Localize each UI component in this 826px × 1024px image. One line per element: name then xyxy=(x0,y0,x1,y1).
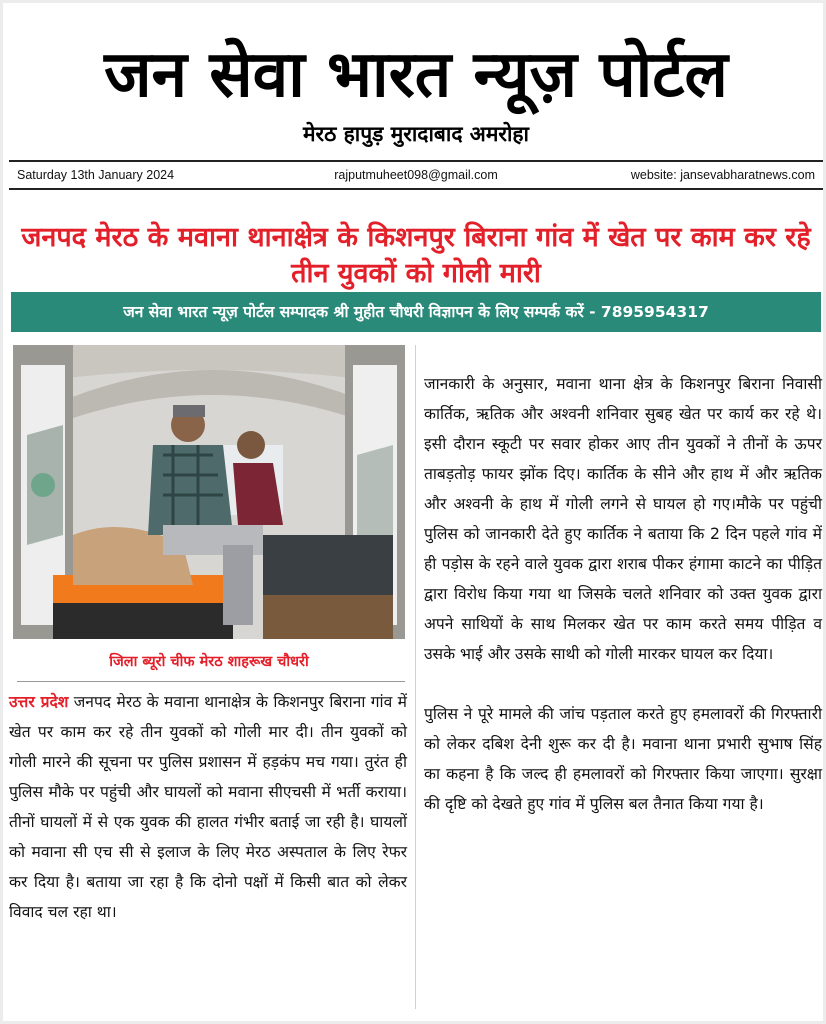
masthead-subtitle: मेरठ हापुड़ मुरादाबाद अमरोहा xyxy=(302,122,529,146)
location-tag: उत्तर प्रदेश xyxy=(9,693,69,711)
headline: जनपद मेरठ के मवाना थानाक्षेत्र के किशनपुर बिराना गांव में खेत पर काम कर रहे तीन युवकों को गोली मारी xyxy=(21,222,811,289)
lead-body: जनपद मेरठ के मवाना थानाक्षेत्र के किशनपुर बिराना गांव में खेत पर काम कर रहे तीन युवकों को गोली मार दी। तीन युवकों को गोली मारने की सूचना पर पुलिस प्रशासन में हड़कंप मच गया। तुरंत ही पुलिस मौके पर पहुंची और घायलों को मवाना सीएचसी में भर्ती कराया। तीनों घायलों में से एक युवक की हालत गंभीर बताई जा रही है। घायलों को मवाना सी एच सी से इलाज के लिए मेरठ अस्पताल के लिए रेफर कर दिया है। बताया जा रहा है कि दोनो पक्षों में किसी बात को लेकर विवाद चल रहा था। xyxy=(9,693,407,921)
article-lead-paragraph xyxy=(9,687,407,927)
masthead-title: जन सेवा भारत न्यूज़ पोर्टल xyxy=(104,38,728,112)
editor-banner: जन सेवा भारत न्यूज़ पोर्टल सम्पादक श्री मुहीत चौधरी विज्ञापन के लिए सम्पर्क करें - 7895954317 xyxy=(11,292,821,332)
caption-rule xyxy=(17,681,405,682)
news-photo xyxy=(13,345,405,639)
issue-date: Saturday 13th January 2024 xyxy=(17,168,175,182)
bottom-rule xyxy=(9,188,823,190)
website-link: website: jansevabharatnews.com xyxy=(630,168,815,182)
photo-caption: जिला ब्यूरो चीफ मेरठ शाहरूख चौधरी xyxy=(109,654,309,670)
top-rule xyxy=(9,160,823,162)
article-paragraph-2: पुलिस ने पूरे मामले की जांच पड़ताल करते हुए हमलावरों की गिरफ्तारी को लेकर दबिश देनी शुरू कर दी है। मवाना थाना प्रभारी सुभाष सिंह का कहना है कि जल्द ही हमलावरों को गिरफ्तार किया जाएगा। सुरक्षा की दृष्टि को देखते हुए गांव में पुलिस बल तैनात किया गया है। xyxy=(424,705,822,813)
column-divider xyxy=(415,345,416,1009)
ambulance-interior-photo xyxy=(13,345,405,639)
contact-email: rajputmuheet098@gmail.com xyxy=(334,168,498,182)
article-right-column xyxy=(424,369,822,819)
info-bar xyxy=(17,163,815,187)
article-left-column xyxy=(9,687,407,927)
article-paragraph-1: जानकारी के अनुसार, मवाना थाना क्षेत्र के किशनपुर बिराना निवासी कार्तिक, ऋतिक और अश्वनी शनिवार सुबह खेत पर कार्य कर रहे थे। इसी दौरान स्कूटी पर सवार होकर आए तीन युवकों ने तीनों के ऊपर ताबड़तोड़ फायर झोंक दिए। कार्तिक के सीने और हाथ में और ऋतिक और अश्वनी के हाथ में गोली लगने से घायल हो गए।मौके पर पहुंची पुलिस को जानकारी देते हुए कार्तिक ने बताया कि 2 दिन पहले गांव में ही पड़ोस के रहने वाले युवक द्वारा शराब पीकर हंगामा काटने का पीड़ित द्वारा विरोध किया गया था जिसके चलते शनिवार को उक्त युवक द्वारा अपने साथियों के साथ मिलकर खेत पर काम करते समय पीड़ित व उसके भाई और उसके साथी को गोली मारकर घायल कर दिया। xyxy=(424,375,822,663)
